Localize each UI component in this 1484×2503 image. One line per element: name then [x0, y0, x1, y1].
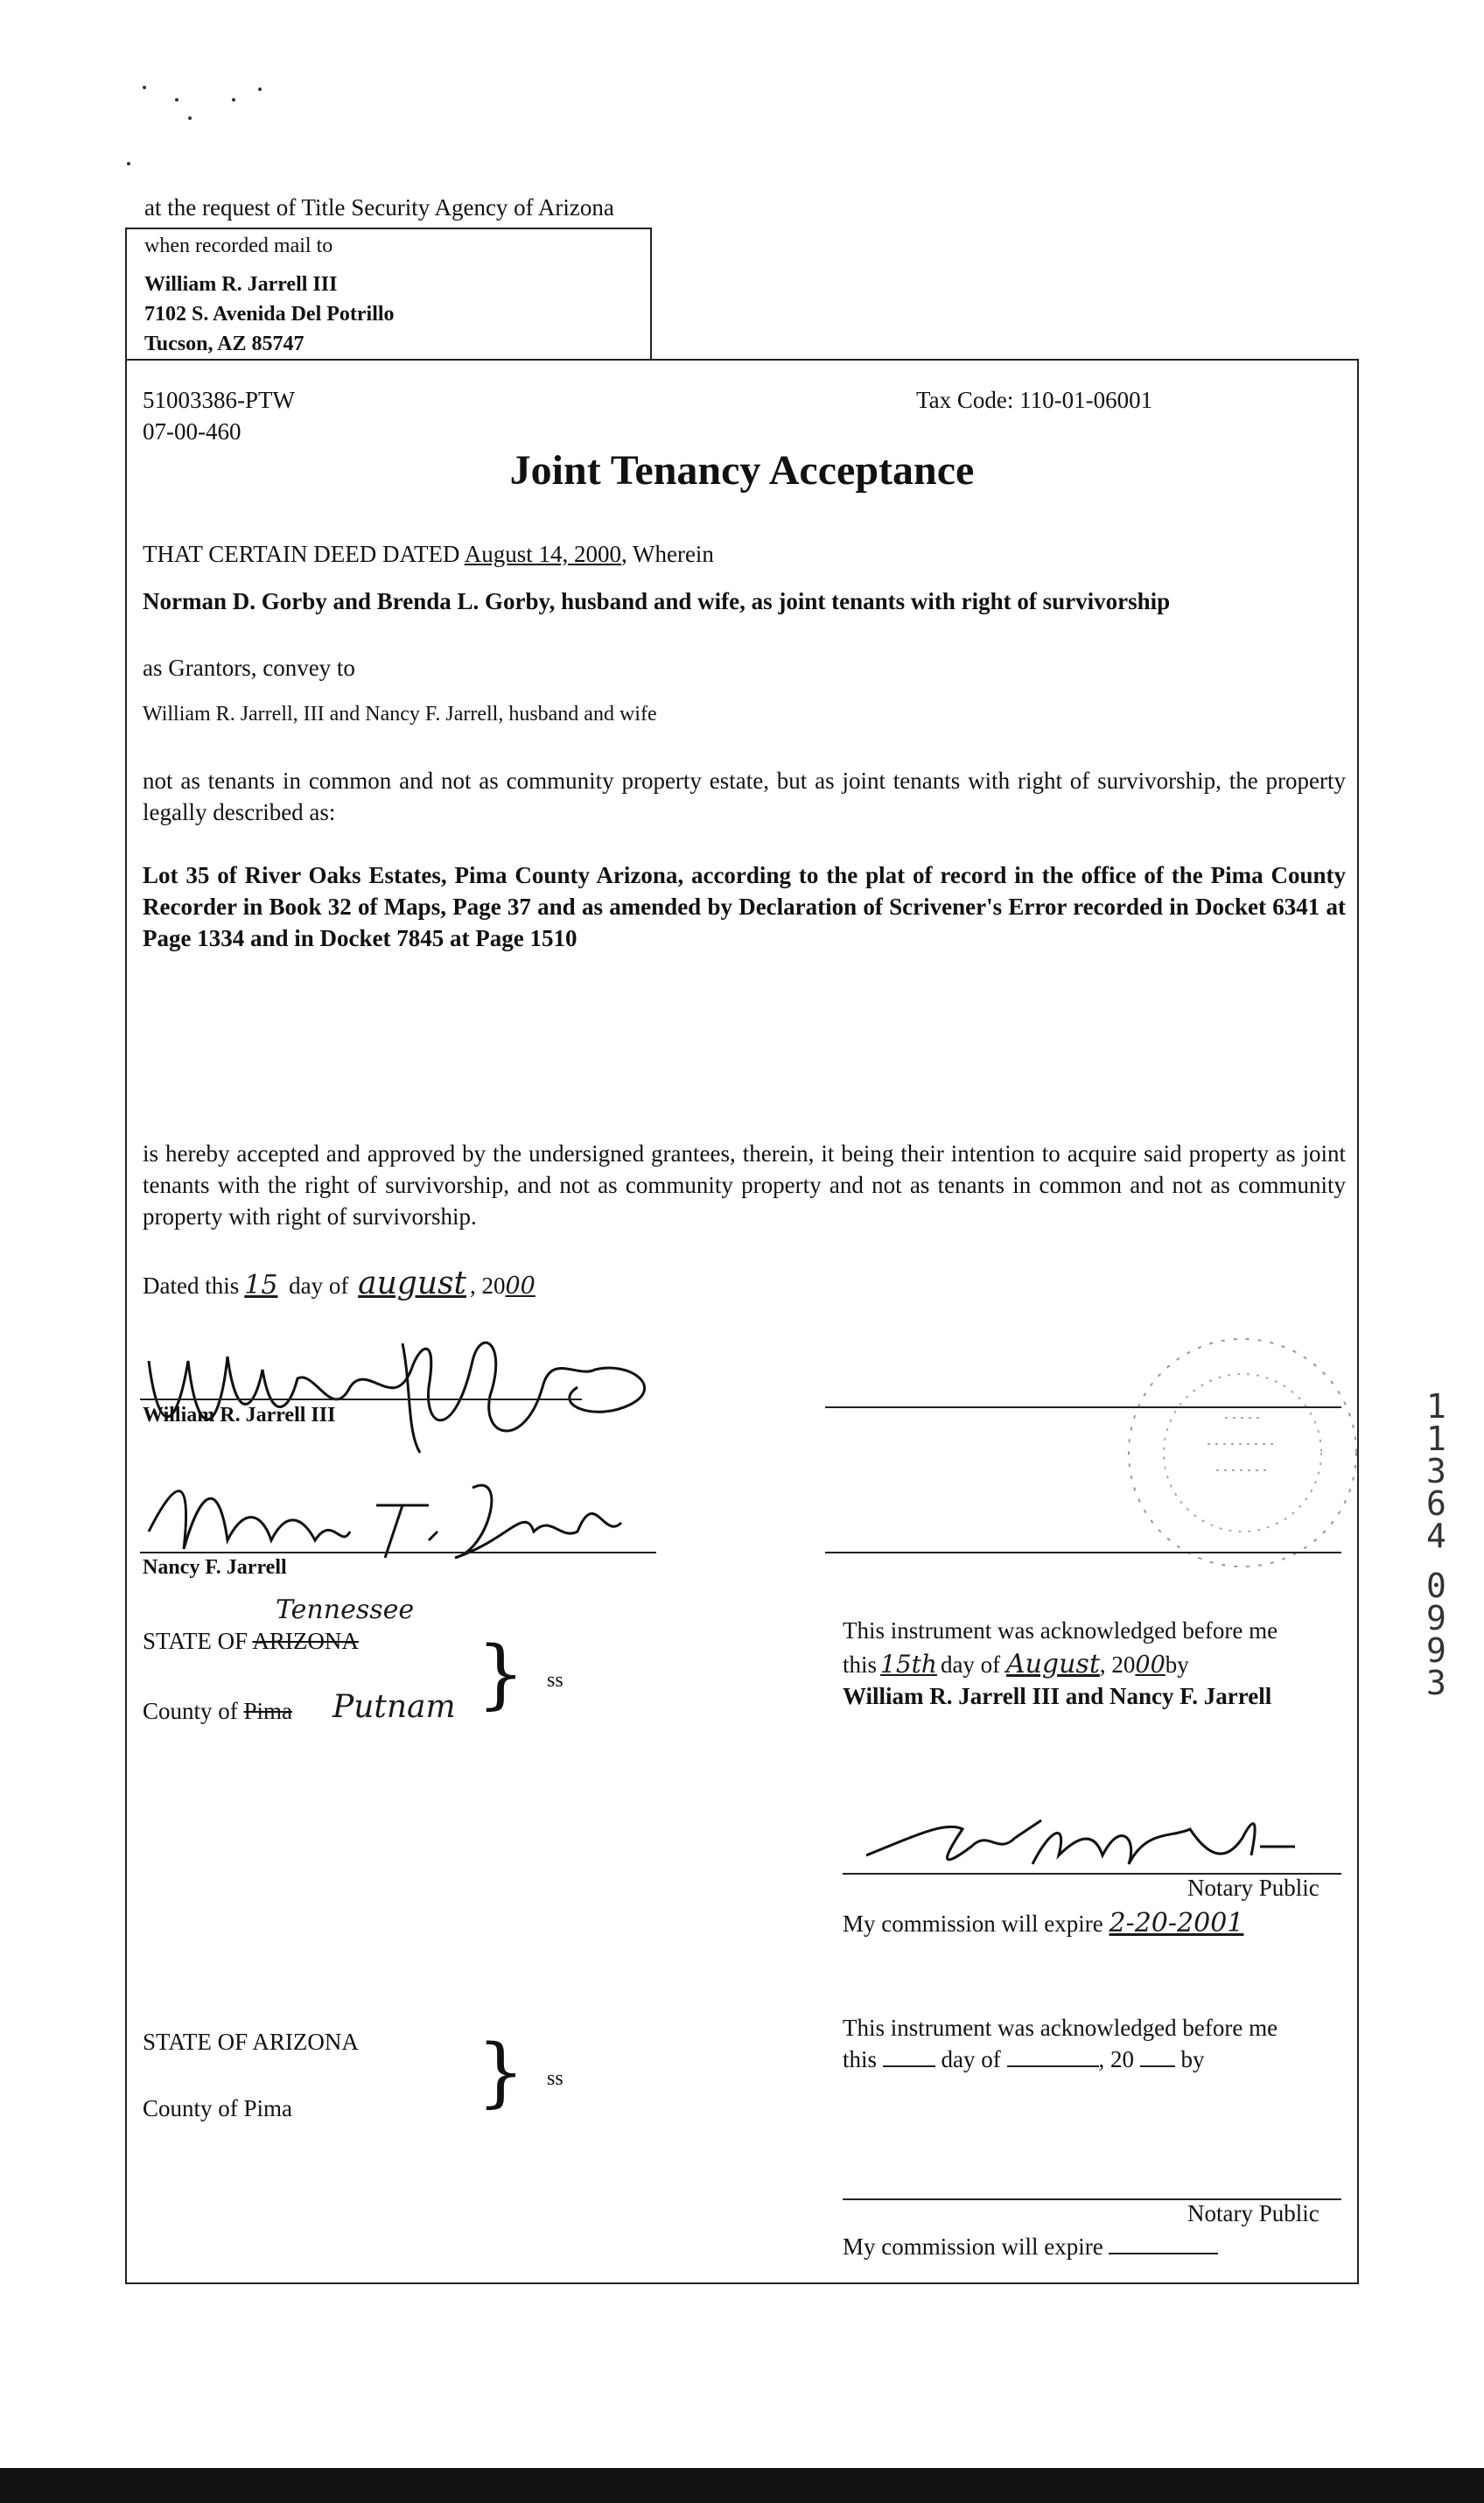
- deed-date: August 14, 2000: [464, 541, 621, 567]
- ack2-day-of: day of: [941, 2046, 1001, 2072]
- notary-label-1: Notary Public: [1187, 1875, 1320, 1901]
- scan-speck: [127, 162, 130, 165]
- ack1-day-hand: 15th: [880, 1650, 937, 1679]
- dated-year-prefix: , 20: [469, 1273, 506, 1299]
- ack1-text: This instrument was acknowledged before me: [843, 1617, 1278, 1644]
- ack1-month-hand: August: [1005, 1649, 1100, 1679]
- reference-number: 07-00-460: [143, 418, 242, 445]
- ack1-state-hand: Tennessee: [276, 1595, 415, 1625]
- commission-date-blank[interactable]: [1109, 2253, 1218, 2254]
- notary-label-2: Notary Public: [1187, 2200, 1320, 2226]
- recording-digit: 9: [1426, 1631, 1446, 1670]
- document-title: Joint Tenancy Acceptance: [509, 447, 975, 494]
- ack1-day-of: day of: [940, 1651, 1001, 1678]
- mail-to-label: when recorded mail to: [144, 235, 333, 257]
- ack1-year-prefix: , 20: [1099, 1651, 1136, 1678]
- mail-city: Tucson, AZ 85747: [144, 333, 304, 355]
- blank-line-2: [825, 1552, 1341, 1553]
- ack2-month-blank[interactable]: [1007, 2065, 1099, 2067]
- grantors: Norman D. Gorby and Brenda L. Gorby, husband and wife, as joint tenants with right of survivorship: [143, 588, 1171, 614]
- ack2-date-line: [843, 2046, 1205, 2073]
- recording-digit: 9: [1426, 1599, 1446, 1637]
- dated-line: [143, 1266, 536, 1301]
- signer-william: William R. Jarrell III: [143, 1404, 336, 1427]
- signature-line-william: [140, 1399, 582, 1400]
- recording-digit: 0: [1426, 1567, 1446, 1605]
- deed-suffix: , Wherein: [620, 541, 714, 567]
- ack1-this: this: [843, 1651, 878, 1678]
- dated-mid: day of: [289, 1273, 349, 1299]
- ack1-state-label: STATE OF: [143, 1628, 248, 1654]
- request-line: at the request of Title Security Agency of Arizona: [144, 194, 614, 221]
- scan-speck: [175, 98, 178, 102]
- tax-code: Tax Code: 110-01-06001: [916, 387, 1153, 413]
- ack1-state-line: [143, 1628, 359, 1655]
- ack1-by: by: [1165, 1651, 1189, 1678]
- commission-line-1: [843, 1908, 1243, 1939]
- dated-prefix: Dated this: [143, 1273, 240, 1299]
- ack2-brace: }: [477, 2029, 525, 2116]
- scan-footer-bar: [0, 2468, 1484, 2503]
- ack2-year: , 20: [1098, 2046, 1134, 2072]
- ack1-county-hand: Putnam: [332, 1689, 456, 1725]
- scan-speck: [188, 116, 192, 120]
- ack1-state-struck: ARIZONA: [252, 1628, 359, 1654]
- ack2-state: STATE OF ARIZONA: [143, 2029, 359, 2055]
- recording-digit: 1: [1426, 1420, 1446, 1458]
- deed-line: [143, 541, 714, 568]
- commission-label-1: My commission will expire: [843, 1911, 1103, 1937]
- dated-day: 15: [244, 1270, 278, 1301]
- commission-label-2: My commission will expire: [843, 2233, 1103, 2260]
- recording-digit: 1: [1426, 1387, 1446, 1426]
- signature-william: [140, 1308, 700, 1457]
- ack2-ss: ss: [547, 2067, 564, 2090]
- recording-digit: 4: [1426, 1517, 1446, 1555]
- ack1-brace: }: [477, 1630, 525, 1718]
- mail-name: William R. Jarrell III: [144, 273, 338, 296]
- blank-line-1: [825, 1406, 1341, 1408]
- ack2-by: by: [1180, 2046, 1205, 2072]
- recording-digit: 3: [1426, 1452, 1446, 1490]
- acceptance-clause: is hereby accepted and approved by the undersigned grantees, therein, it being their intention to acquire said property as joint tenants with the right of survivorship, and not as community property and not as tenants in common and not as community property with right of survivorship.: [143, 1140, 1346, 1230]
- notary-signature: [840, 1803, 1330, 1882]
- scan-speck: [232, 98, 235, 102]
- ack2-text: This instrument was acknowledged before me: [843, 2015, 1278, 2041]
- recording-digit: 6: [1426, 1484, 1446, 1523]
- ack2-this: this: [843, 2046, 878, 2072]
- commission-line-2: [843, 2233, 1218, 2261]
- recording-digit: 3: [1426, 1664, 1446, 1702]
- ack1-county-struck: Pima: [243, 1698, 293, 1724]
- ack1-date-line: [843, 1649, 1189, 1679]
- ack1-ss: ss: [547, 1669, 564, 1692]
- scan-speck: [258, 88, 262, 91]
- signature-line-nancy: [140, 1552, 656, 1553]
- signer-nancy: Nancy F. Jarrell: [143, 1556, 287, 1579]
- ack2-day-blank[interactable]: [883, 2065, 935, 2067]
- commission-date-1: 2-20-2001: [1109, 1908, 1244, 1939]
- scan-speck: [143, 86, 146, 89]
- ack1-county-label: County of: [143, 1698, 238, 1724]
- legal-description: Lot 35 of River Oaks Estates, Pima County Arizona, according to the plat of record in the office of the Pima County Recorder in Book 32 of Maps, Page 37 and as amended by Declaration of Scrivener's Error recorded in Docket 6341 at Page 1334 and in Docket 7845 at Page 1510: [143, 862, 1346, 951]
- dated-year: 00: [505, 1273, 536, 1300]
- grantees: William R. Jarrell, III and Nancy F. Jarrell, husband and wife: [143, 703, 657, 726]
- ack1-county-line: [143, 1698, 292, 1725]
- deed-prefix: THAT CERTAIN DEED DATED: [143, 541, 460, 567]
- tenancy-clause: not as tenants in common and not as community property estate, but as joint tenants with right of survivorship, the property legally described as:: [143, 768, 1346, 825]
- mail-street: 7102 S. Avenida Del Potrillo: [144, 303, 395, 326]
- mail-to-box: [125, 228, 652, 361]
- as-grantors: as Grantors, convey to: [143, 655, 355, 681]
- notary-seal-icon: [1111, 1322, 1374, 1584]
- ack2-county: County of Pima: [143, 2095, 293, 2121]
- dated-month: august: [358, 1266, 466, 1301]
- file-number: 51003386-PTW: [143, 387, 295, 413]
- ack1-names: William R. Jarrell III and Nancy F. Jarrell: [843, 1683, 1272, 1709]
- ack1-year-hand: 00: [1135, 1651, 1166, 1679]
- ack2-year-blank[interactable]: [1140, 2065, 1175, 2067]
